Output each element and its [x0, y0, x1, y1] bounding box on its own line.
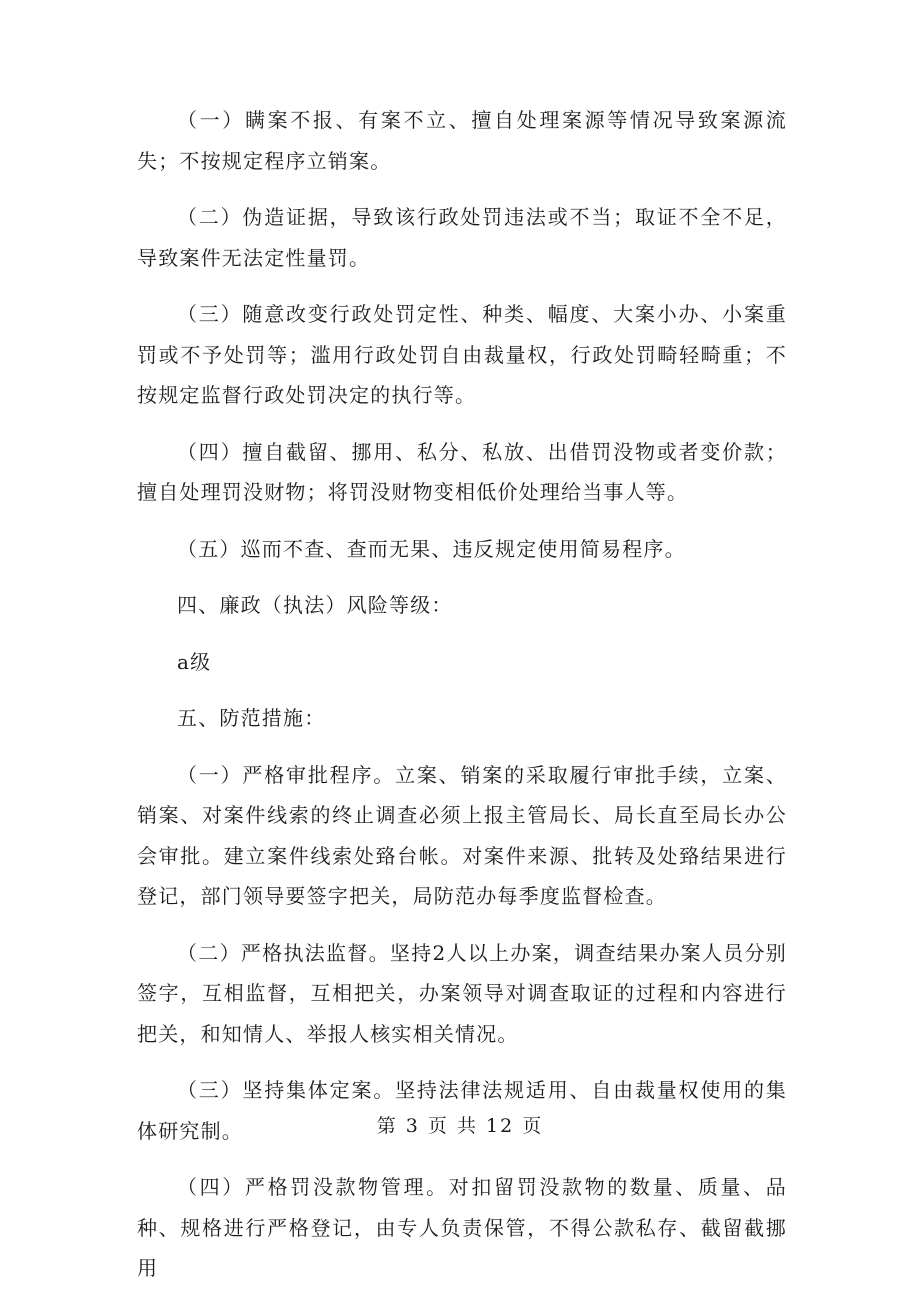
section-heading-measures: 五、防范措施：	[177, 706, 326, 730]
risk-level-value: a级	[177, 649, 212, 674]
paragraph-measure-1: （一）严格审批程序。立案、销案的采取履行审批手续，立案、销案、对案件线索的终止调查必须上报主管局长、局长直至局长办公会审批。建立案件线索处臵台帐。对案件来源、批转及处臵结果进行登记，部门领导要签字把关，局防范办每季度监督检查。	[137, 762, 787, 908]
paragraph-2: （二）伪造证据，导致该行政处罚违法或不当；取证不全不足，导致案件无法定性量罚。	[137, 205, 787, 270]
paragraph-1: （一）瞒案不报、有案不立、擅自处理案源等情况导致案源流失；不按规定程序立销案。	[137, 108, 787, 173]
section-heading-risk-level: 四、廉政（执法）风险等级：	[177, 593, 453, 617]
paragraph-3: （三）随意改变行政处罚定性、种类、幅度、大案小办、小案重罚或不予处罚等；滥用行政处罚自由裁量权，行政处罚畸轻畸重；不按规定监督行政处罚决定的执行等。	[137, 302, 787, 407]
paragraph-measure-4: （四）严格罚没款物管理。对扣留罚没款物的数量、质量、品种、规格进行严格登记，由专人负责保管，不得公款私存、截留截挪用	[137, 1175, 787, 1280]
paragraph-5: （五）巡而不查、查而无果、违反规定使用简易程序。	[177, 536, 686, 561]
paragraph-4: （四）擅自截留、挪用、私分、私放、出借罚没物或者变价款；擅自处理罚没财物；将罚没财物变相低价处理给当事人等。	[137, 439, 787, 504]
page-number-footer: 第 3 页 共 12 页	[376, 1115, 544, 1137]
paragraph-measure-3: （三）坚持集体定案。坚持法律法规适用、自由裁量权使用的集体研究制。	[137, 1078, 787, 1143]
paragraph-measure-2: （二）严格执法监督。坚持2人以上办案，调查结果办案人员分别签字，互相监督，互相把关，办案领导对调查取证的过程和内容进行把关，和知情人、举报人核实相关情况。	[137, 940, 787, 1046]
